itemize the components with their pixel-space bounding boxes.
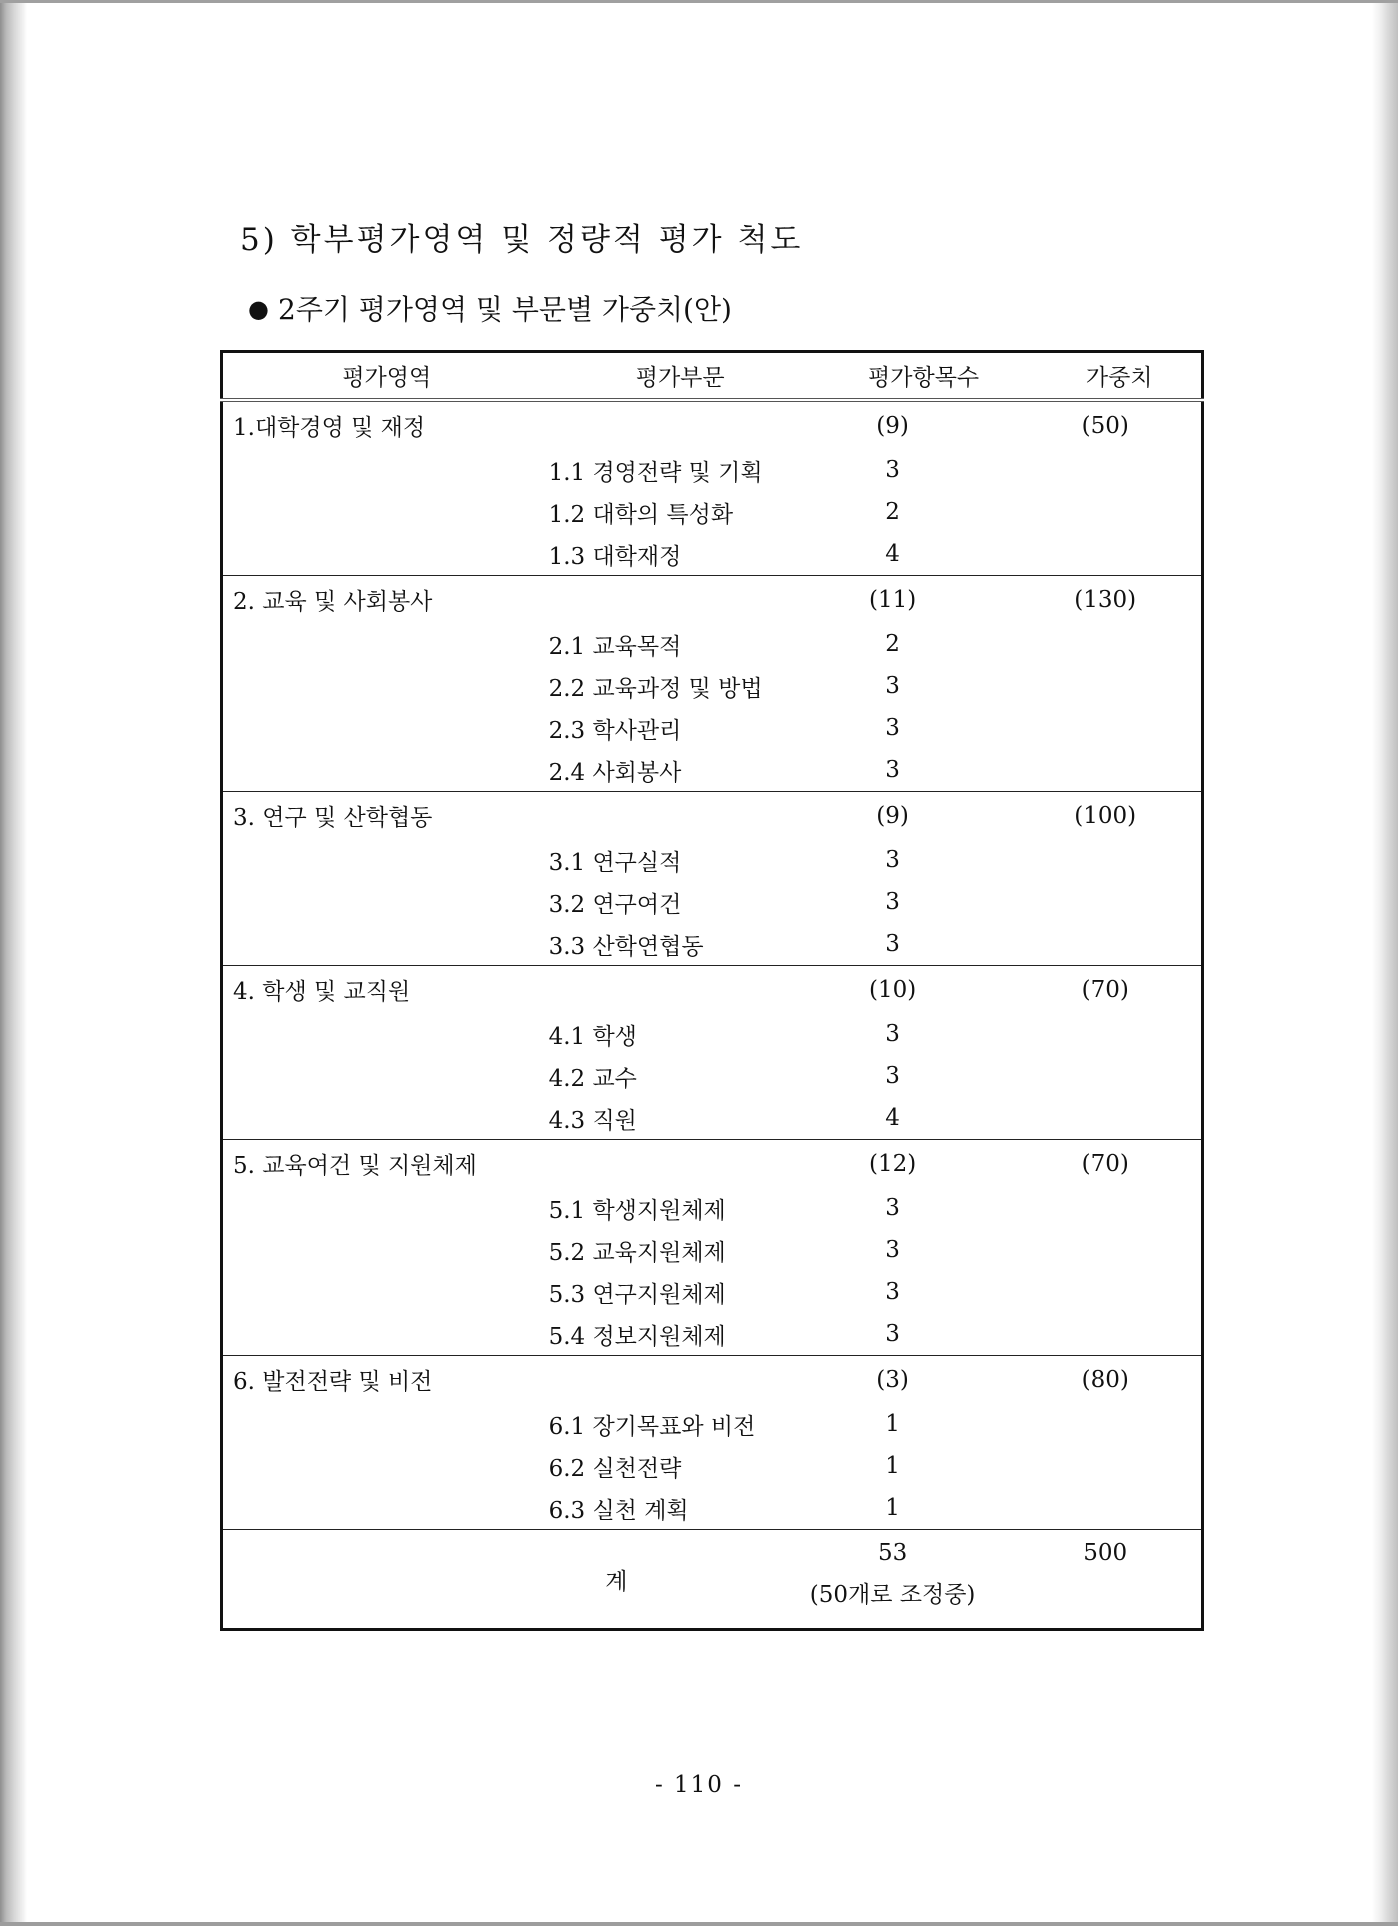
- part-weight-empty-cell: [1037, 1013, 1202, 1055]
- part-name-text: 1.2 대학의 특성화: [548, 501, 734, 528]
- area-weight-cell: (130): [1037, 576, 1202, 624]
- part-area-empty-cell: [222, 491, 551, 533]
- part-area-empty-cell: [222, 623, 551, 665]
- part-name-cell: [548, 1097, 810, 1140]
- part-count-cell: 3: [885, 673, 900, 699]
- bullet-subheading: [248, 288, 732, 328]
- part-name-cell: [548, 1055, 810, 1097]
- part-name-cell: [548, 1403, 810, 1445]
- part-weight-empty-cell: [1037, 1403, 1202, 1445]
- part-count-cell: 4: [885, 1105, 900, 1131]
- part-count-cell: 3: [885, 889, 900, 915]
- table-row-part: [222, 1403, 1203, 1445]
- area-weight-cell: (70): [1037, 1140, 1202, 1188]
- total-count-note: (50개로 조정중): [809, 1582, 976, 1608]
- part-count-cell: 3: [885, 1321, 900, 1347]
- part-name-cell: [548, 1271, 810, 1313]
- part-name-cell: [548, 1013, 810, 1055]
- subheading-text: 2주기 평가영역 및 부문별 가중치(안): [278, 293, 732, 326]
- part-weight-empty-cell: [1037, 1271, 1202, 1313]
- part-name-text: 2.2 교육과정 및 방법: [548, 675, 763, 702]
- area-count-cell: (9): [876, 412, 909, 439]
- part-name-cell: [548, 623, 810, 665]
- part-area-empty-cell: [222, 1229, 551, 1271]
- area-part-empty-cell: [551, 1356, 810, 1404]
- page-number: - 110 -: [654, 1772, 744, 1798]
- table-row-part: [222, 491, 1203, 533]
- part-area-empty-cell: [222, 449, 551, 491]
- part-weight-empty-cell: [1037, 1187, 1202, 1229]
- table-row-part: [222, 449, 1203, 491]
- part-weight-empty-cell: [1037, 449, 1202, 491]
- part-count-cell: 3: [885, 1021, 900, 1047]
- part-area-empty-cell: [222, 881, 551, 923]
- part-name-cell: [548, 881, 810, 923]
- area-weight-cell: (50): [1081, 412, 1129, 439]
- header-part: 평가부문: [551, 352, 810, 401]
- page-binding-edge: [0, 0, 27, 1926]
- part-count-cell: 4: [885, 541, 900, 567]
- table-row-part: [222, 1487, 1203, 1530]
- part-name-text: 5.2 교육지원체제: [548, 1239, 726, 1266]
- part-name-text: 5.3 연구지원체제: [548, 1281, 726, 1308]
- part-weight-empty-cell: [1037, 749, 1202, 792]
- part-count-cell: 3: [885, 757, 900, 783]
- part-area-empty-cell: [222, 1013, 551, 1055]
- evaluation-weights-table: [220, 350, 1204, 1631]
- part-count-cell: 2: [885, 631, 900, 657]
- area-count-cell: (11): [810, 576, 1038, 624]
- part-weight-empty-cell: [1037, 533, 1202, 576]
- part-name-text: 1.1 경영전략 및 기획: [548, 459, 763, 486]
- page-right-shadow: [1372, 0, 1398, 1926]
- part-name-text: 3.3 산학연협동: [548, 933, 704, 960]
- table-body: [222, 400, 1203, 1630]
- table-row-part: [222, 881, 1203, 923]
- part-name-cell: [548, 449, 810, 491]
- part-count-cell: 3: [885, 847, 900, 873]
- table-row-part: [222, 1055, 1203, 1097]
- bullet-dot-icon: ●: [248, 295, 269, 323]
- table-row-part: [222, 1271, 1203, 1313]
- area-count-cell: (9): [810, 792, 1038, 840]
- table-row-total: [222, 1530, 1203, 1630]
- part-weight-empty-cell: [1037, 881, 1202, 923]
- table-row-area: [222, 576, 1203, 624]
- part-name-cell: [548, 1487, 810, 1530]
- part-weight-empty-cell: [1037, 665, 1202, 707]
- part-count-cell: 2: [885, 499, 900, 525]
- part-count-cell: 3: [885, 1063, 900, 1089]
- part-name-cell: [548, 1313, 810, 1356]
- part-area-empty-cell: [222, 707, 551, 749]
- part-count-cell: 1: [885, 1453, 900, 1479]
- table-row-part: [222, 665, 1203, 707]
- table-row-part: [222, 923, 1203, 966]
- part-area-empty-cell: [222, 923, 551, 966]
- area-count-cell: (10): [810, 966, 1038, 1014]
- part-area-empty-cell: [222, 749, 551, 792]
- part-name-text: 2.1 교육목적: [548, 633, 682, 660]
- part-weight-empty-cell: [1037, 1313, 1202, 1356]
- table-row-part: [222, 1187, 1203, 1229]
- part-count-cell: 3: [885, 1237, 900, 1263]
- part-name-cell: [548, 1445, 810, 1487]
- area-part-empty-cell: [551, 966, 810, 1014]
- part-name-cell: [548, 707, 810, 749]
- part-count-cell: 3: [885, 931, 900, 957]
- part-count-cell: 3: [885, 715, 900, 741]
- part-area-empty-cell: [222, 533, 551, 576]
- part-count-cell: 3: [885, 1195, 900, 1221]
- part-weight-empty-cell: [1037, 839, 1202, 881]
- table-row-part: [222, 533, 1203, 576]
- table-row-area: [222, 1140, 1203, 1188]
- part-area-empty-cell: [222, 1487, 551, 1530]
- table-row-part: [222, 1013, 1203, 1055]
- part-area-empty-cell: [222, 1445, 551, 1487]
- area-weight-cell: (100): [1037, 792, 1202, 840]
- part-name-cell: [548, 1187, 810, 1229]
- part-area-empty-cell: [222, 1097, 551, 1140]
- part-weight-empty-cell: [1037, 1055, 1202, 1097]
- part-name-text: 4.3 직원: [548, 1107, 637, 1134]
- header-area: 평가영역: [222, 352, 551, 401]
- area-name-cell: 3. 연구 및 산학협동: [222, 792, 551, 840]
- area-count-cell: (12): [810, 1140, 1038, 1188]
- page-bottom-border: [0, 1922, 1398, 1926]
- part-area-empty-cell: [222, 1271, 551, 1313]
- page-top-border: [0, 0, 1398, 3]
- part-name-text: 6.1 장기목표와 비전: [548, 1413, 756, 1440]
- table-row-part: [222, 839, 1203, 881]
- area-name-cell: 6. 발전전략 및 비전: [222, 1356, 551, 1404]
- area-part-empty-cell: [551, 1140, 810, 1188]
- table-row-part: [222, 623, 1203, 665]
- part-name-cell: [548, 749, 810, 792]
- part-name-text: 4.1 학생: [548, 1023, 637, 1050]
- part-count-cell: 1: [885, 1495, 900, 1521]
- part-count-cell: 3: [885, 457, 900, 483]
- part-name-cell: [548, 533, 810, 576]
- part-name-text: 6.3 실천 계획: [548, 1497, 689, 1524]
- part-name-text: 5.4 정보지원체제: [548, 1323, 726, 1350]
- area-name-cell: 5. 교육여건 및 지원체제: [222, 1140, 551, 1188]
- part-weight-empty-cell: [1037, 623, 1202, 665]
- part-name-text: 3.1 연구실적: [548, 849, 682, 876]
- table-row-part: [222, 707, 1203, 749]
- section-heading: 5) 학부평가영역 및 정량적 평가 척도: [240, 222, 804, 258]
- part-name-text: 4.2 교수: [548, 1065, 637, 1092]
- area-name-cell: 1.대학경영 및 재정: [233, 415, 426, 441]
- part-weight-empty-cell: [1037, 923, 1202, 966]
- part-weight-empty-cell: [1037, 1097, 1202, 1140]
- area-part-empty-cell: [551, 576, 810, 624]
- part-area-empty-cell: [222, 1187, 551, 1229]
- area-name-cell: 2. 교육 및 사회봉사: [222, 576, 551, 624]
- part-weight-empty-cell: [1037, 1445, 1202, 1487]
- part-name-text: 6.2 실천전략: [548, 1455, 682, 1482]
- area-part-empty-cell: [551, 400, 810, 449]
- total-label-cell: 계: [222, 1530, 810, 1630]
- part-name-cell: [548, 923, 810, 966]
- header-item-count: 평가항목수: [810, 352, 1038, 401]
- table-row-part: [222, 1445, 1203, 1487]
- part-name-text: 5.1 학생지원체제: [548, 1197, 726, 1224]
- table-header-row: [222, 352, 1203, 401]
- part-name-text: 2.3 학사관리: [548, 717, 682, 744]
- part-weight-empty-cell: [1037, 491, 1202, 533]
- part-weight-empty-cell: [1037, 1487, 1202, 1530]
- part-area-empty-cell: [222, 1055, 551, 1097]
- header-weight: 가중치: [1037, 352, 1202, 401]
- part-area-empty-cell: [222, 665, 551, 707]
- part-name-text: 3.2 연구여건: [548, 891, 682, 918]
- part-name-cell: [548, 491, 810, 533]
- part-area-empty-cell: [222, 839, 551, 881]
- table-row-area: [222, 400, 1203, 449]
- part-count-cell: 1: [885, 1411, 900, 1437]
- part-name-text: 1.3 대학재정: [548, 543, 682, 570]
- part-weight-empty-cell: [1037, 707, 1202, 749]
- table-row-area: [222, 792, 1203, 840]
- part-weight-empty-cell: [1037, 1229, 1202, 1271]
- table-row-part: [222, 1229, 1203, 1271]
- total-count-value: 53: [877, 1540, 908, 1566]
- table-row-part: [222, 1097, 1203, 1140]
- table-row-part: [222, 1313, 1203, 1356]
- total-weight-cell: 500: [1037, 1530, 1202, 1630]
- area-count-cell: (3): [810, 1356, 1038, 1404]
- table-row-area: [222, 1356, 1203, 1404]
- area-weight-cell: (70): [1037, 966, 1202, 1014]
- area-part-empty-cell: [551, 792, 810, 840]
- table-row-area: [222, 966, 1203, 1014]
- part-name-text: 2.4 사회봉사: [548, 759, 682, 786]
- part-name-cell: [548, 839, 810, 881]
- part-name-cell: [548, 1229, 810, 1271]
- part-name-cell: [548, 665, 810, 707]
- table-row-part: [222, 749, 1203, 792]
- part-area-empty-cell: [222, 1403, 551, 1445]
- area-name-cell: 4. 학생 및 교직원: [222, 966, 551, 1014]
- part-area-empty-cell: [222, 1313, 551, 1356]
- area-weight-cell: (80): [1037, 1356, 1202, 1404]
- total-count-cell: [810, 1530, 1038, 1630]
- part-count-cell: 3: [885, 1279, 900, 1305]
